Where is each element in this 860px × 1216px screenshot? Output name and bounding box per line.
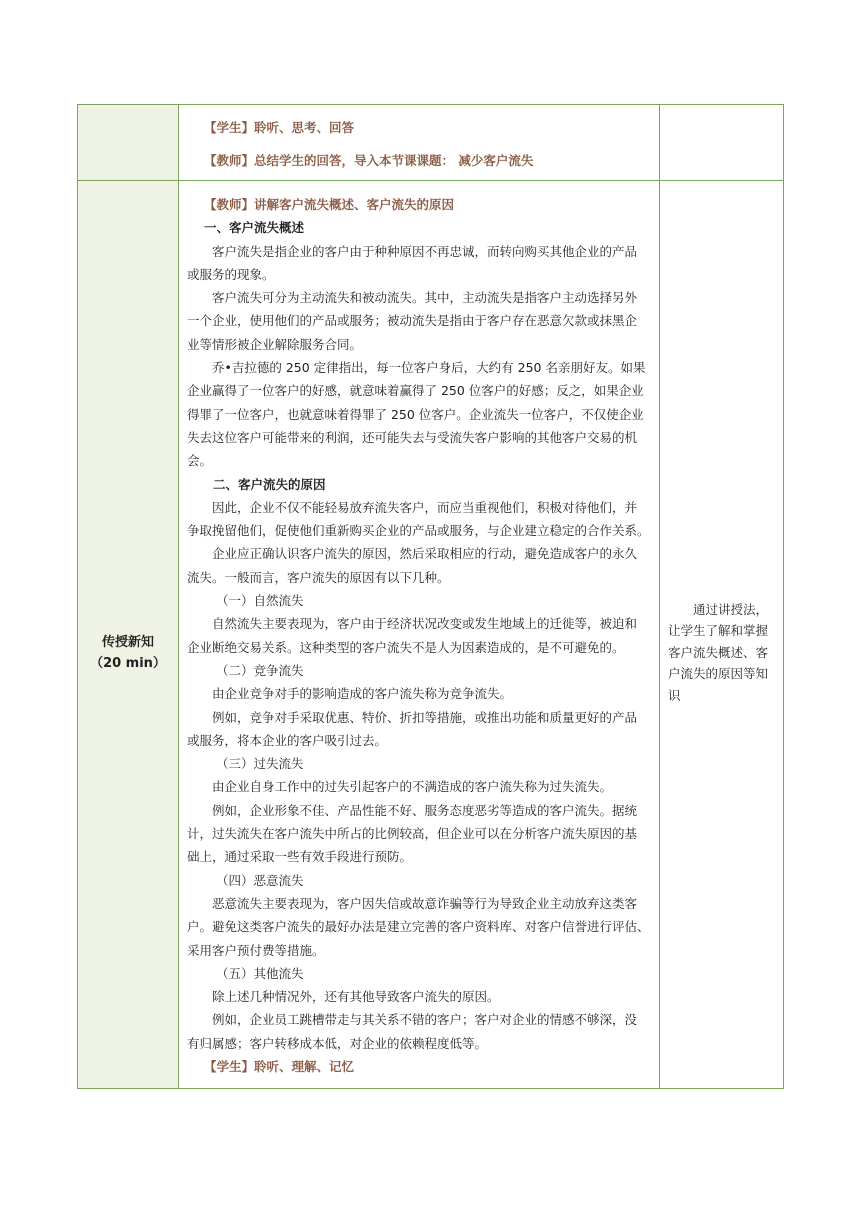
cell-intent-empty xyxy=(660,105,784,181)
cell-teaching-intent xyxy=(660,181,784,1089)
text-line: 户。避免这类客户流失的最好办法是建立完善的客户资料库、对客户信誉进行评估、 xyxy=(187,919,650,935)
text-line: 由企业竞争对手的影响造成的客户流失称为竞争流失。 xyxy=(212,686,513,702)
text-line: 自然流失主要表现为，客户由于经济状况改变或发生地域上的迁徙等，被迫和 xyxy=(212,616,638,632)
text-line: 一个企业，使用他们的产品或服务；被动流失是指由于客户存在恶意欠款或抹黑企 xyxy=(187,313,638,329)
stage-duration: （20 min） xyxy=(90,655,166,671)
section-heading-1: 一、客户流失概述 xyxy=(204,220,305,236)
text-line: 因此，企业不仅不能轻易放弃流失客户，而应当重视他们，积极对待他们，并 xyxy=(212,499,638,515)
text-line: 争取挽留他们，促使他们重新购买企业的产品或服务，与企业建立稳定的合作关系。 xyxy=(187,523,650,539)
text-line: 失去这位客户可能带来的利润，还可能失去与受流失客户影响的其他客户交易的机 xyxy=(187,429,638,445)
subsection-title: （二）竞争流失 xyxy=(216,662,304,678)
text-line: 会。 xyxy=(187,453,213,469)
text-line: 企业断绝交易关系。这种类型的客户流失不是人为因素造成的，是不可避免的。 xyxy=(187,639,625,655)
table-row-intro xyxy=(78,105,784,181)
text-line: 由企业自身工作中的过失引起客户的不满造成的客户流失称为过失流失。 xyxy=(212,779,613,795)
student-activity: 【学生】聆听、思考、回答 xyxy=(204,120,355,135)
text-line: 恶意流失主要表现为，客户因失信或故意诈骗等行为导致企业主动放弃这类客 xyxy=(212,895,638,911)
text-line: 例如，竞争对手采取优惠、特价、折扣等措施，或推出功能和质量更好的产品 xyxy=(212,709,638,725)
subsection-title: （五）其他流失 xyxy=(216,965,304,981)
text-line: 采用客户预付费等措施。 xyxy=(187,942,325,958)
text-line: 例如，企业形象不佳、产品性能不好、服务态度恶劣等造成的客户流失。据统 xyxy=(212,802,638,818)
cell-activities-intro xyxy=(179,105,660,181)
stage-title: 传授新知 xyxy=(101,634,154,650)
text-line: 础上，通过采取一些有效手段进行预防。 xyxy=(187,849,413,865)
text-line: 客户流失是指企业的客户由于种种原因不再忠诚，而转向购买其他企业的产品 xyxy=(212,243,638,259)
text-line: 得罪了一位客户，也就意味着得罪了 250 位客户。企业流失一位客户，不仅使企业 xyxy=(187,406,644,422)
text-line: 流失。一般而言，客户流失的原因有以下几种。 xyxy=(187,569,450,585)
text-line: 除上述几种情况外，还有其他导致客户流失的原因。 xyxy=(212,989,500,1005)
text-line: 客户流失可分为主动流失和被动流失。其中，主动流失是指客户主动选择另外 xyxy=(212,290,638,306)
section-heading-2: 二、客户流失的原因 xyxy=(213,476,326,492)
text-line: 企业赢得了一位客户的好感，就意味着赢得了 250 位客户的好感；反之，如果企业 xyxy=(187,383,644,399)
teaching-intent-note: 通过讲授法，让学生了解和掌握客户流失概述、客户流失的原因等知识 xyxy=(668,601,769,703)
text-line: 例如，企业员工跳槽带走与其关系不错的客户；客户对企业的情感不够深，没 xyxy=(212,1012,638,1028)
lesson-plan-table xyxy=(77,104,784,1089)
cell-stage-empty xyxy=(78,105,179,181)
student-outro: 【学生】聆听、理解、记忆 xyxy=(204,1058,355,1074)
cell-stage-label xyxy=(78,181,179,1089)
cell-activities-main xyxy=(179,181,660,1089)
text-line: 有归属感；客户转移成本低，对企业的依赖程度低等。 xyxy=(187,1035,488,1051)
text-line: 乔•吉拉德的 250 定律指出，每一位客户身后，大约有 250 名亲朋好友。如果 xyxy=(212,360,646,376)
subsection-title: （一）自然流失 xyxy=(216,593,304,609)
subsection-title: （四）恶意流失 xyxy=(216,872,304,888)
teacher-intro: 【教师】讲解客户流失概述、客户流失的原因 xyxy=(204,197,455,212)
text-line: 企业应正确认识客户流失的原因，然后采取相应的行动，避免造成客户的永久 xyxy=(212,546,638,562)
table-row-main xyxy=(78,181,784,1089)
text-line: 业等情形被企业解除服务合同。 xyxy=(187,336,363,352)
text-line: 或服务，将本企业的客户吸引过去。 xyxy=(187,732,388,748)
text-line: 或服务的现象。 xyxy=(187,266,275,282)
text-line: 计，过失流失在客户流失中所占的比例较高，但企业可以在分析客户流失原因的基 xyxy=(187,826,638,842)
subsection-title: （三）过失流失 xyxy=(216,756,304,772)
teacher-activity: 【教师】总结学生的回答，导入本节课课题： 减少客户流失 xyxy=(204,153,534,169)
